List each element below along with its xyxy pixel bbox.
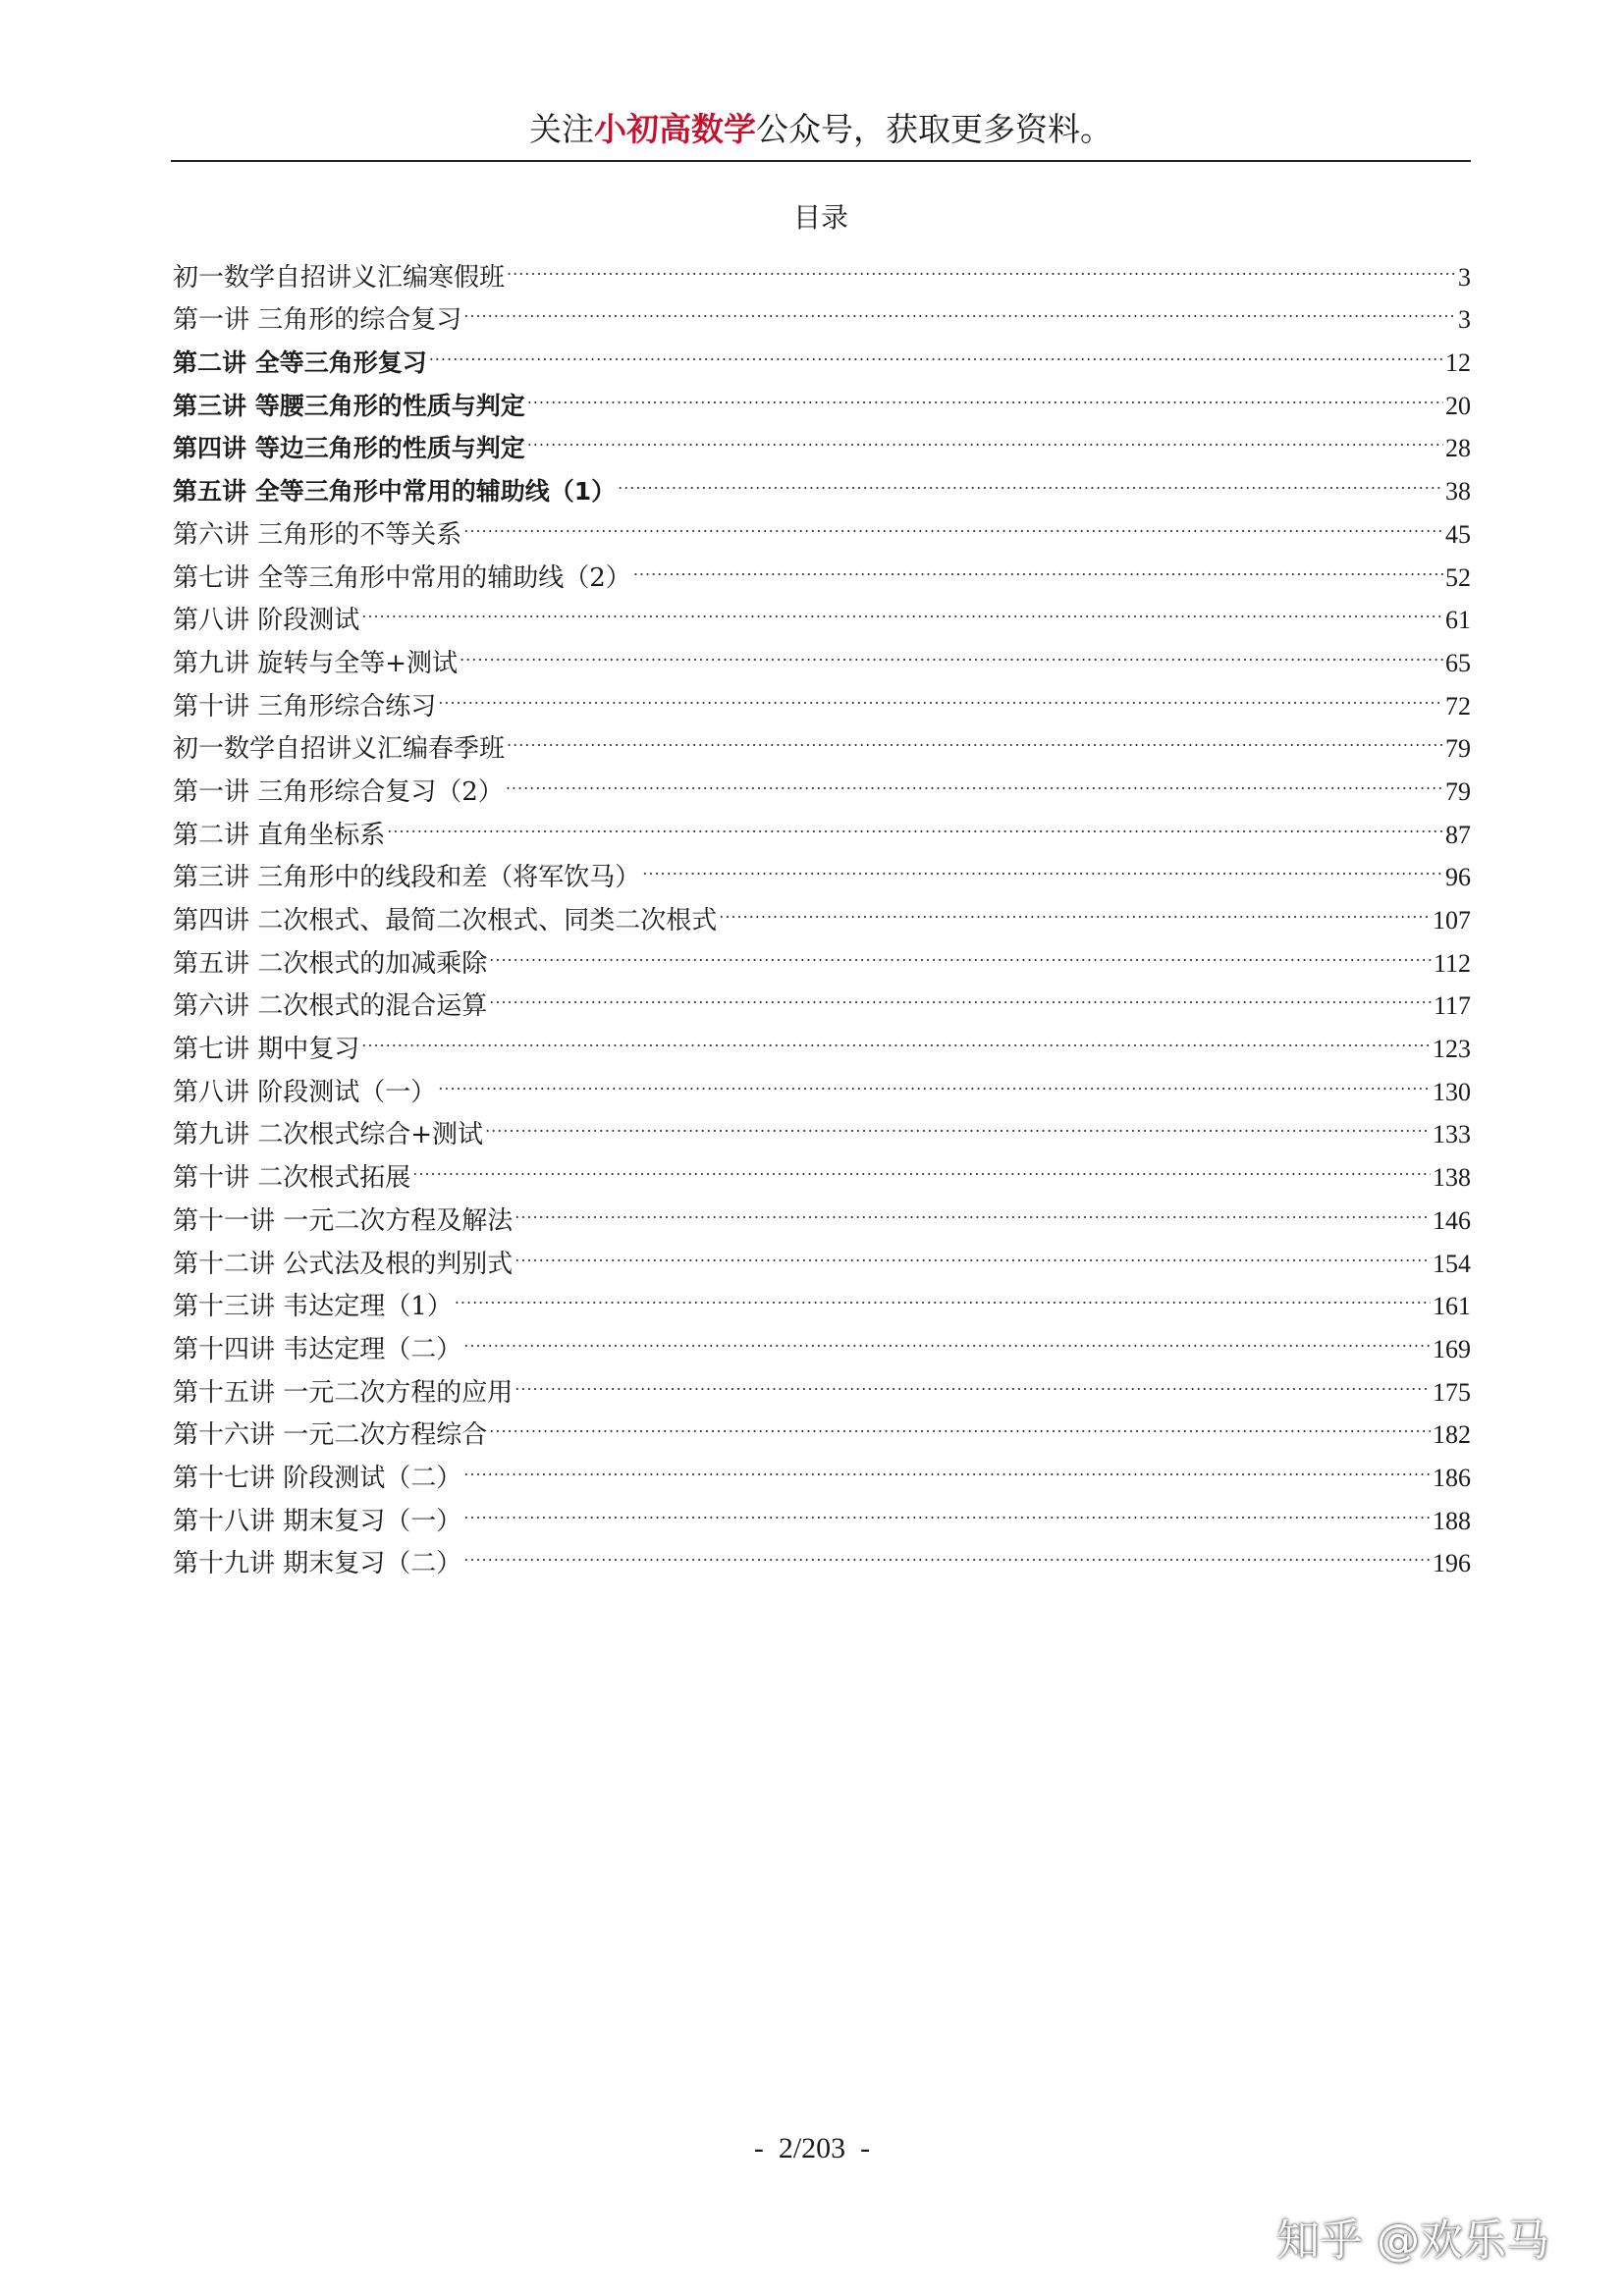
toc-entry-label: 第十七讲 阶段测试（二） xyxy=(173,1463,462,1493)
toc-entry-page: 186 xyxy=(1433,1463,1471,1492)
toc-dot-leader xyxy=(719,885,1431,929)
toc-entry-page: 196 xyxy=(1433,1549,1471,1578)
toc-dot-leader xyxy=(507,715,1443,758)
toc-entry-label: 第九讲 二次根式综合+测试 xyxy=(173,1120,484,1150)
toc-dot-leader xyxy=(361,586,1443,629)
toc-entry-label: 第四讲 等边三角形的性质与判定 xyxy=(173,434,525,463)
toc-entry[interactable] xyxy=(173,1057,1471,1107)
toc-dot-leader xyxy=(463,1314,1431,1358)
toc-entry-label: 第六讲 三角形的不等关系 xyxy=(173,519,462,550)
toc-dot-leader xyxy=(438,671,1443,715)
toc-dot-leader xyxy=(642,843,1443,886)
toc-entry-page: 175 xyxy=(1433,1377,1471,1407)
toc-entry-label: 第一讲 三角形的综合复习 xyxy=(173,305,462,336)
toc-entry-page: 123 xyxy=(1433,1035,1471,1064)
toc-entry-page: 79 xyxy=(1445,734,1471,764)
toc-dot-leader xyxy=(460,628,1443,671)
toc-entry-page: 12 xyxy=(1445,348,1471,378)
toc-dot-leader xyxy=(506,757,1443,800)
header-divider xyxy=(171,160,1471,162)
toc-entry-label: 第四讲 二次根式、最简二次根式、同类二次根式 xyxy=(173,906,718,935)
toc-dot-leader xyxy=(412,1143,1431,1186)
table-of-contents xyxy=(173,242,1471,1579)
toc-dot-leader xyxy=(527,371,1443,414)
toc-entry-label: 第八讲 阶段测试 xyxy=(173,606,360,636)
toc-entry-label: 第三讲 等腰三角形的性质与判定 xyxy=(173,391,525,420)
toc-entry[interactable] xyxy=(173,628,1471,678)
toc-entry-page: 28 xyxy=(1445,434,1471,463)
toc-entry-page: 154 xyxy=(1433,1249,1471,1278)
toc-dot-leader xyxy=(438,1057,1431,1100)
toc-entry-label: 初一数学自招讲义汇编春季班 xyxy=(173,734,506,765)
page-number: - 2/203 - xyxy=(753,2132,871,2164)
toc-entry-page: 72 xyxy=(1445,691,1471,721)
toc-dot-leader xyxy=(507,242,1456,286)
toc-dot-leader xyxy=(463,1443,1431,1486)
toc-dot-leader xyxy=(618,456,1443,500)
toc-entry-page: 130 xyxy=(1433,1077,1471,1106)
header-brand: 小初高数学 xyxy=(594,110,756,148)
toc-entry-page: 146 xyxy=(1433,1205,1471,1235)
toc-dot-leader xyxy=(527,414,1443,457)
toc-entry-page: 87 xyxy=(1445,820,1471,849)
toc-entry-page: 161 xyxy=(1433,1292,1471,1321)
toc-dot-leader xyxy=(387,800,1443,843)
toc-entry-label: 第十二讲 公式法及根的判别式 xyxy=(173,1249,514,1279)
toc-entry-page: 138 xyxy=(1433,1163,1471,1193)
toc-dot-leader xyxy=(489,929,1432,972)
toc-dot-leader xyxy=(485,1100,1431,1144)
toc-entry[interactable] xyxy=(173,586,1471,636)
toc-entry-label: 第一讲 三角形综合复习（2） xyxy=(173,776,504,807)
toc-entry[interactable] xyxy=(173,242,1471,293)
toc-dot-leader xyxy=(463,1529,1431,1573)
toc-entry-page: 79 xyxy=(1445,776,1471,806)
toc-entry-label: 第六讲 二次根式的混合运算 xyxy=(173,991,488,1022)
toc-dot-leader xyxy=(463,500,1443,543)
toc-dot-leader xyxy=(455,1272,1431,1315)
toc-dot-leader xyxy=(429,328,1443,371)
toc-entry-page: 188 xyxy=(1433,1506,1471,1535)
toc-entry-page: 117 xyxy=(1433,991,1471,1021)
toc-dot-leader xyxy=(514,1358,1431,1401)
toc-entry-label: 第五讲 二次根式的加减乘除 xyxy=(173,948,488,979)
header-suffix: 公众号，获取更多资料。 xyxy=(756,110,1112,148)
page-header xyxy=(171,110,1471,149)
toc-entry-page: 112 xyxy=(1433,948,1471,978)
toc-entry-page: 38 xyxy=(1445,477,1471,507)
toc-dot-leader xyxy=(489,972,1432,1015)
toc-entry-label: 第十四讲 韦达定理（二） xyxy=(173,1334,462,1364)
toc-dot-leader xyxy=(514,1186,1431,1229)
toc-entry-page: 3 xyxy=(1458,262,1471,292)
toc-entry-label: 第二讲 全等三角形复习 xyxy=(173,348,427,378)
toc-entry-label: 第十六讲 一元二次方程综合 xyxy=(173,1420,488,1451)
toc-entry-label: 第十一讲 一元二次方程及解法 xyxy=(173,1205,514,1236)
toc-entry-label: 第七讲 全等三角形中常用的辅助线（2） xyxy=(173,562,631,593)
toc-entry-label: 第八讲 阶段测试（一） xyxy=(173,1077,437,1107)
toc-entry-label: 第五讲 全等三角形中常用的辅助线（1） xyxy=(173,477,617,507)
toc-dot-leader xyxy=(633,543,1443,586)
toc-entry-label: 第三讲 三角形中的线段和差（将军饮马） xyxy=(173,863,641,893)
toc-entry-label: 第十五讲 一元二次方程的应用 xyxy=(173,1377,514,1408)
toc-dot-leader xyxy=(361,1014,1431,1057)
toc-entry-page: 20 xyxy=(1445,391,1471,420)
toc-dot-leader xyxy=(489,1401,1431,1444)
toc-title: 目录 xyxy=(792,201,848,234)
toc-entry-label: 第十三讲 韦达定理（1） xyxy=(173,1292,453,1322)
toc-entry-page: 182 xyxy=(1433,1420,1471,1450)
toc-entry-label: 第十九讲 期末复习（二） xyxy=(173,1549,462,1579)
toc-entry-page: 96 xyxy=(1445,863,1471,892)
toc-dot-leader xyxy=(463,1486,1431,1529)
toc-entry-label: 第七讲 期中复习 xyxy=(173,1035,360,1065)
toc-entry-page: 3 xyxy=(1458,305,1471,335)
toc-entry-page: 133 xyxy=(1433,1120,1471,1149)
toc-entry-label: 第二讲 直角坐标系 xyxy=(173,820,386,850)
toc-entry-label: 第十八讲 期末复习（一） xyxy=(173,1506,462,1536)
toc-entry-page: 169 xyxy=(1433,1334,1471,1363)
toc-entry-page: 52 xyxy=(1445,562,1471,592)
toc-entry-page: 61 xyxy=(1445,606,1471,635)
toc-entry-label: 第十讲 二次根式拓展 xyxy=(173,1163,411,1194)
toc-dot-leader xyxy=(463,286,1456,329)
watermark: 知乎 @欢乐马 xyxy=(1276,2216,1549,2266)
toc-entry-label: 第十讲 三角形综合练习 xyxy=(173,691,437,721)
toc-entry-page: 65 xyxy=(1445,648,1471,677)
toc-dot-leader xyxy=(514,1229,1431,1272)
toc-entry-label: 第九讲 旋转与全等+测试 xyxy=(173,648,459,678)
toc-entry-page: 45 xyxy=(1445,519,1471,549)
toc-entry-page: 107 xyxy=(1433,906,1471,934)
header-prefix: 关注 xyxy=(529,110,594,148)
toc-entry[interactable] xyxy=(173,1014,1471,1065)
toc-entry-label: 初一数学自招讲义汇编寒假班 xyxy=(173,262,506,293)
